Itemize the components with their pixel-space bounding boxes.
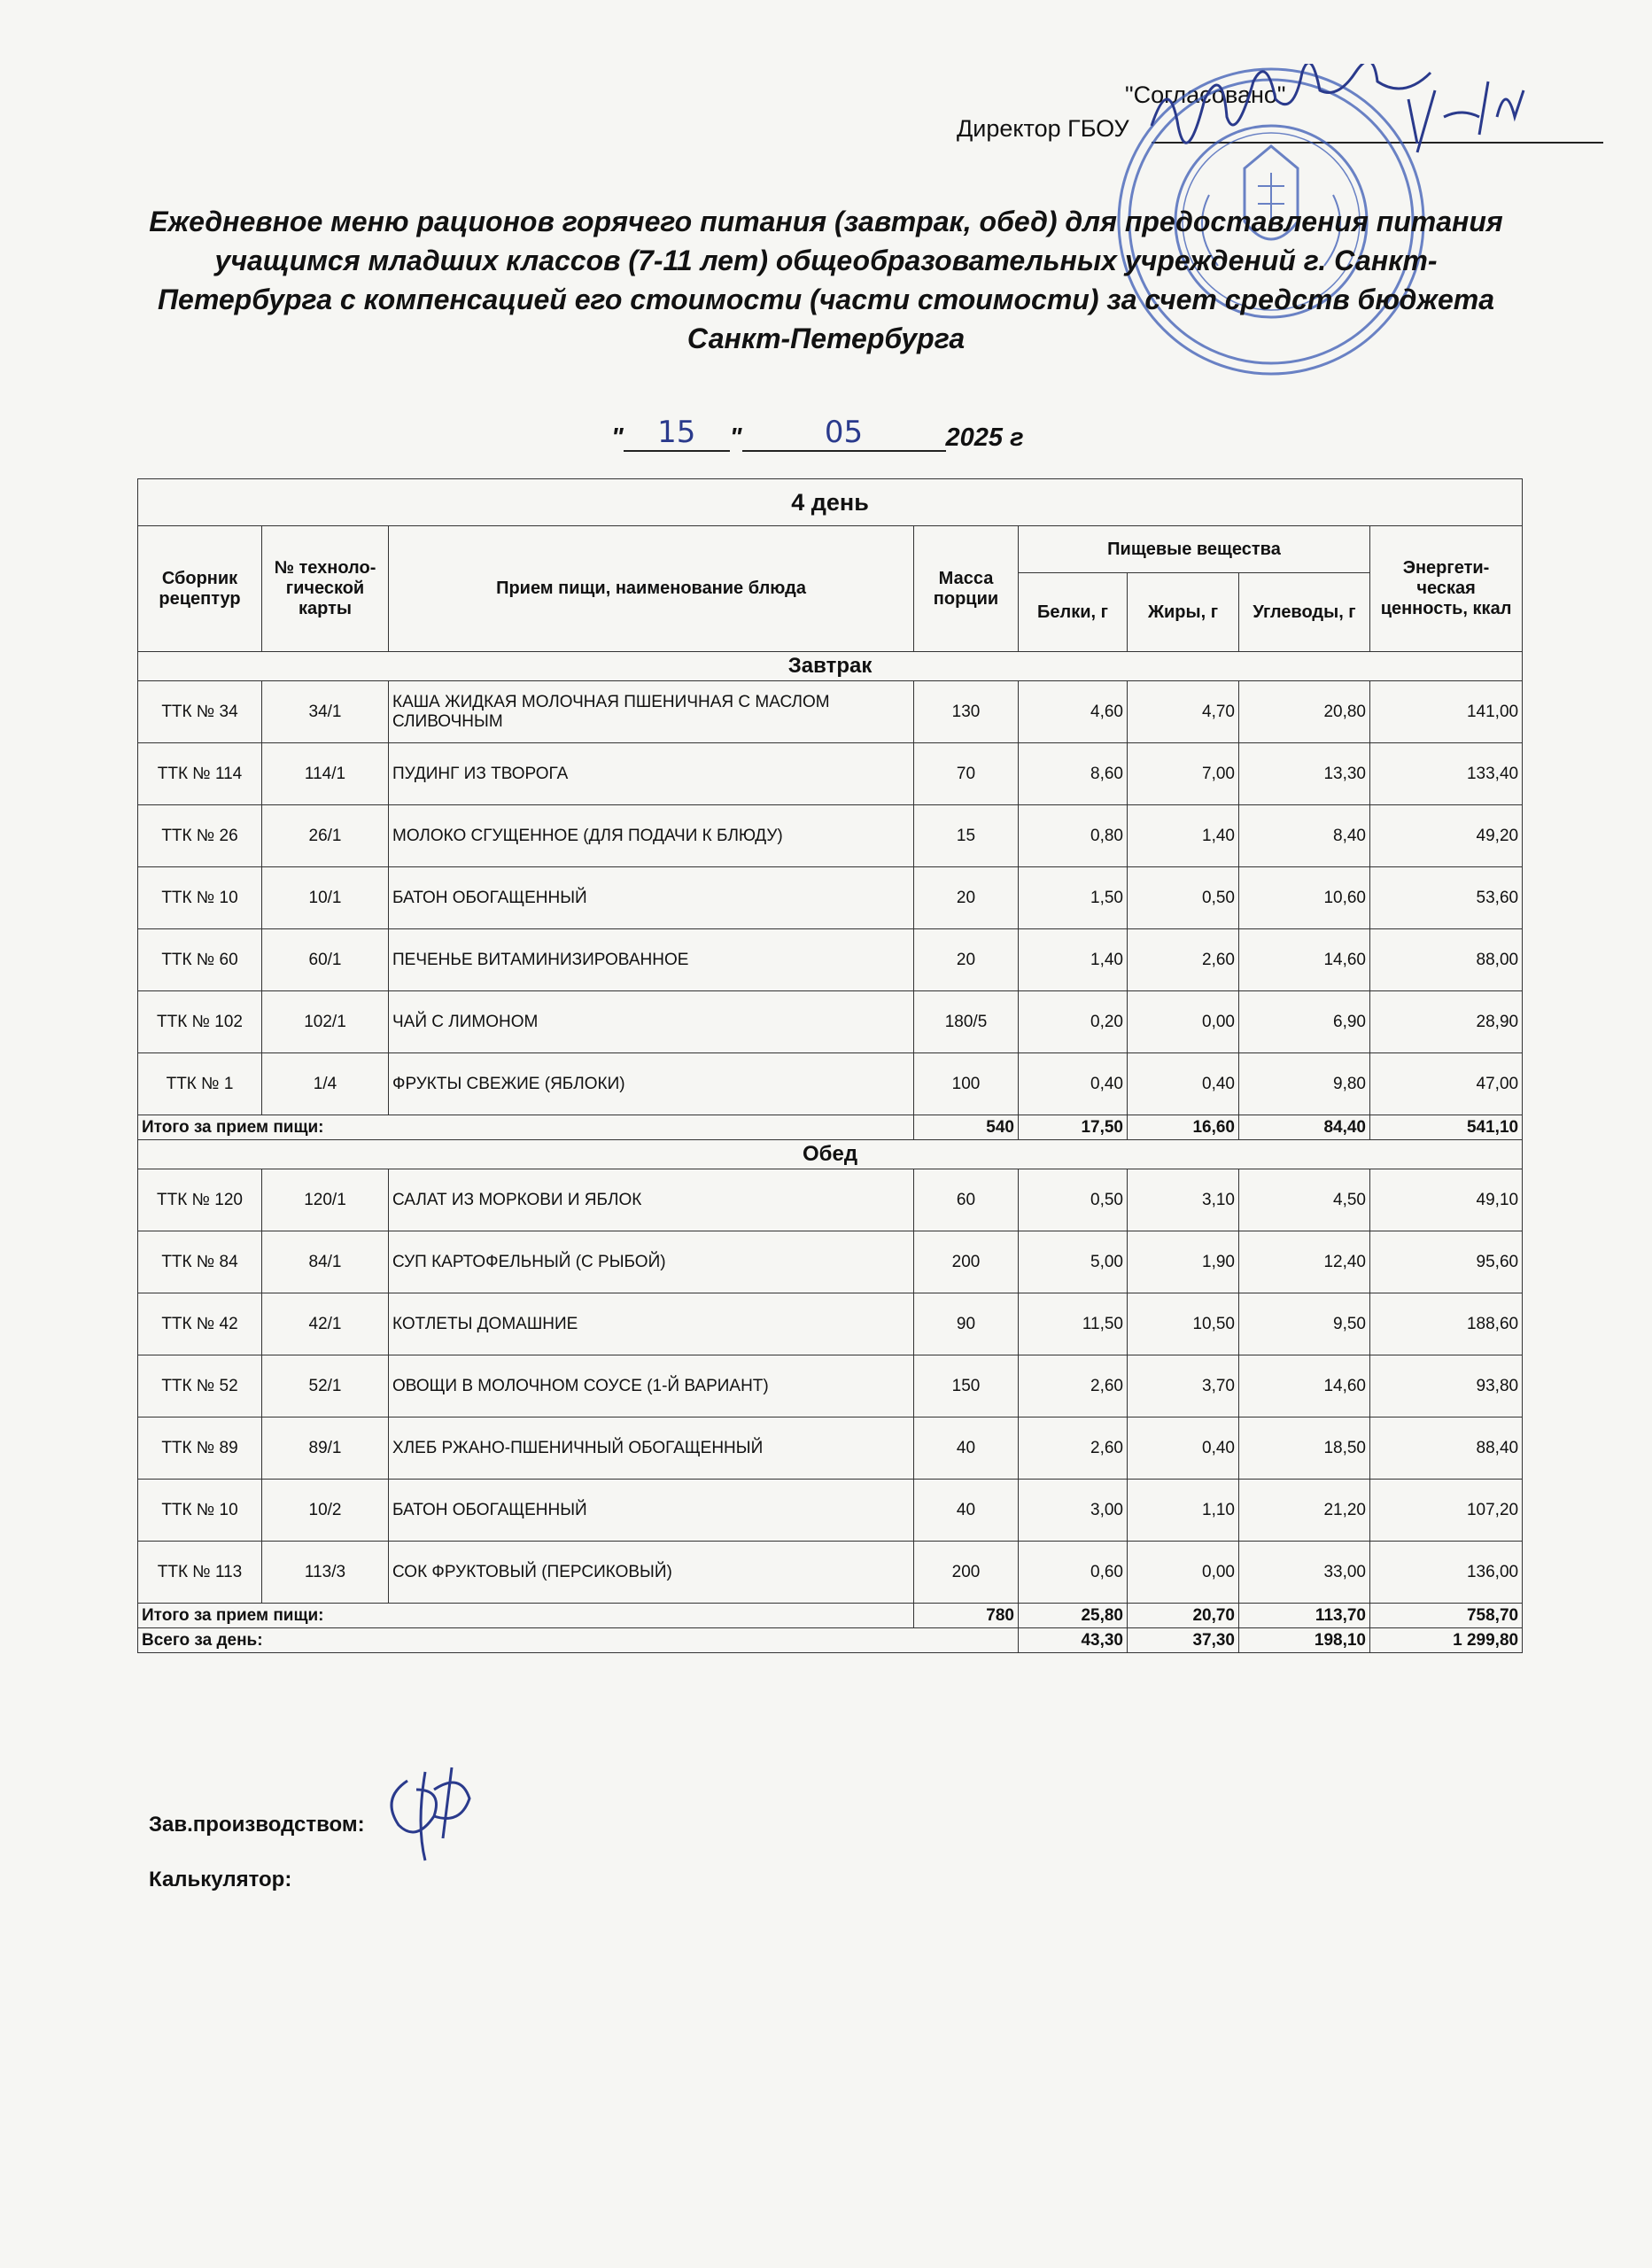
row-protein: 1,50 (1019, 867, 1128, 929)
row-protein: 2,60 (1019, 1355, 1128, 1418)
row-energy: 136,00 (1370, 1542, 1523, 1604)
row-fat: 1,10 (1128, 1480, 1239, 1542)
total-protein: 17,50 (1019, 1115, 1128, 1140)
row-energy: 133,40 (1370, 743, 1523, 805)
row-card-number: 10/2 (262, 1480, 389, 1542)
document-date (611, 415, 1024, 455)
table-row (138, 1293, 1523, 1355)
row-dish-name: КОТЛЕТЫ ДОМАШНИЕ (389, 1293, 914, 1355)
row-mass: 60 (914, 1169, 1019, 1231)
row-fat: 0,40 (1128, 1053, 1239, 1115)
row-protein: 11,50 (1019, 1293, 1128, 1355)
table-row (138, 1480, 1523, 1542)
row-mass: 15 (914, 805, 1019, 867)
table-row (138, 1053, 1523, 1115)
day-total-carbs: 198,10 (1239, 1628, 1370, 1653)
row-fat: 0,00 (1128, 991, 1239, 1053)
row-mass: 90 (914, 1293, 1019, 1355)
table-row (138, 1231, 1523, 1293)
row-collection: ТТК № 120 (138, 1169, 262, 1231)
row-energy: 107,20 (1370, 1480, 1523, 1542)
row-protein: 1,40 (1019, 929, 1128, 991)
row-fat: 3,70 (1128, 1355, 1239, 1418)
row-energy: 88,00 (1370, 929, 1523, 991)
row-dish-name: ПУДИНГ ИЗ ТВОРОГА (389, 743, 914, 805)
row-fat: 1,40 (1128, 805, 1239, 867)
row-fat: 7,00 (1128, 743, 1239, 805)
row-dish-name: БАТОН ОБОГАЩЕННЫЙ (389, 867, 914, 929)
row-fat: 0,50 (1128, 867, 1239, 929)
row-card-number: 102/1 (262, 991, 389, 1053)
row-collection: ТТК № 10 (138, 1480, 262, 1542)
total-mass: 540 (914, 1115, 1019, 1140)
row-carbs: 9,80 (1239, 1053, 1370, 1115)
row-dish-name: ХЛЕБ РЖАНО-ПШЕНИЧНЫЙ ОБОГАЩЕННЫЙ (389, 1418, 914, 1480)
table-row (138, 1169, 1523, 1231)
table-row (138, 991, 1523, 1053)
document-title: Ежедневное меню рационов горячего питания (завтрак, обед) для предоставления питания учащимся младших классов (7-11 лет) общеобразовательных учреждений г. Санкт-Петербурга с компенсацией его стоимости (части стоимости) за счет средств бюджета Санкт-Петербурга (149, 206, 1503, 354)
header-fat: Жиры, г (1128, 573, 1239, 652)
total-mass: 780 (914, 1604, 1019, 1628)
row-energy: 93,80 (1370, 1355, 1523, 1418)
row-collection: ТТК № 42 (138, 1293, 262, 1355)
row-mass: 70 (914, 743, 1019, 805)
date-mid-quote: " (729, 423, 742, 452)
row-protein: 8,60 (1019, 743, 1128, 805)
row-card-number: 26/1 (262, 805, 389, 867)
row-card-number: 114/1 (262, 743, 389, 805)
row-protein: 0,40 (1019, 1053, 1128, 1115)
row-collection: ТТК № 1 (138, 1053, 262, 1115)
row-mass: 20 (914, 929, 1019, 991)
total-label: Итого за прием пищи: (138, 1604, 914, 1628)
row-dish-name: КАША ЖИДКАЯ МОЛОЧНАЯ ПШЕНИЧНАЯ С МАСЛОМ СЛИВОЧНЫМ (389, 681, 914, 743)
row-carbs: 18,50 (1239, 1418, 1370, 1480)
header-protein: Белки, г (1019, 573, 1128, 652)
total-energy: 541,10 (1370, 1115, 1523, 1140)
date-month: 05 (742, 415, 946, 452)
row-fat: 0,40 (1128, 1418, 1239, 1480)
row-energy: 141,00 (1370, 681, 1523, 743)
row-fat: 4,70 (1128, 681, 1239, 743)
row-collection: ТТК № 102 (138, 991, 262, 1053)
row-carbs: 4,50 (1239, 1169, 1370, 1231)
row-collection: ТТК № 60 (138, 929, 262, 991)
date-year: 2025 г (945, 423, 1024, 452)
table-row (138, 805, 1523, 867)
row-card-number: 113/3 (262, 1542, 389, 1604)
row-collection: ТТК № 89 (138, 1418, 262, 1480)
row-protein: 4,60 (1019, 681, 1128, 743)
day-total-row (138, 1628, 1523, 1653)
table-row (138, 743, 1523, 805)
row-dish-name: ЧАЙ С ЛИМОНОМ (389, 991, 914, 1053)
row-card-number: 10/1 (262, 867, 389, 929)
row-dish-name: БАТОН ОБОГАЩЕННЫЙ (389, 1480, 914, 1542)
row-carbs: 14,60 (1239, 1355, 1370, 1418)
lunch-rows (138, 1169, 1523, 1604)
row-dish-name: СУП КАРТОФЕЛЬНЫЙ (С РЫБОЙ) (389, 1231, 914, 1293)
row-card-number: 89/1 (262, 1418, 389, 1480)
menu-table (137, 478, 1523, 1653)
date-open-quote: " (611, 423, 624, 452)
header-mass: Масса порции (914, 526, 1019, 652)
row-card-number: 84/1 (262, 1231, 389, 1293)
row-mass: 40 (914, 1480, 1019, 1542)
row-dish-name: САЛАТ ИЗ МОРКОВИ И ЯБЛОК (389, 1169, 914, 1231)
header-dish: Прием пищи, наименование блюда (389, 526, 914, 652)
table-row (138, 1542, 1523, 1604)
row-fat: 1,90 (1128, 1231, 1239, 1293)
row-energy: 28,90 (1370, 991, 1523, 1053)
total-carbs: 84,40 (1239, 1115, 1370, 1140)
day-total-label: Всего за день: (138, 1628, 1019, 1653)
row-collection: ТТК № 52 (138, 1355, 262, 1418)
row-collection: ТТК № 114 (138, 743, 262, 805)
row-dish-name: СОК ФРУКТОВЫЙ (ПЕРСИКОВЫЙ) (389, 1542, 914, 1604)
row-energy: 47,00 (1370, 1053, 1523, 1115)
row-card-number: 34/1 (262, 681, 389, 743)
row-protein: 5,00 (1019, 1231, 1128, 1293)
section-lunch: Обед (138, 1140, 1523, 1169)
row-dish-name: МОЛОКО СГУЩЕННОЕ (ДЛЯ ПОДАЧИ К БЛЮДУ) (389, 805, 914, 867)
table-row (138, 867, 1523, 929)
header-carbs: Углеводы, г (1239, 573, 1370, 652)
row-energy: 188,60 (1370, 1293, 1523, 1355)
total-fat: 20,70 (1128, 1604, 1239, 1628)
day-total-protein: 43,30 (1019, 1628, 1128, 1653)
row-carbs: 21,20 (1239, 1480, 1370, 1542)
row-carbs: 13,30 (1239, 743, 1370, 805)
row-protein: 3,00 (1019, 1480, 1128, 1542)
row-energy: 53,60 (1370, 867, 1523, 929)
row-carbs: 12,40 (1239, 1231, 1370, 1293)
approval-director: Директор ГБОУ (957, 115, 1129, 142)
row-fat: 2,60 (1128, 929, 1239, 991)
date-day: 15 (624, 415, 730, 452)
row-card-number: 42/1 (262, 1293, 389, 1355)
row-protein: 0,80 (1019, 805, 1128, 867)
row-energy: 88,40 (1370, 1418, 1523, 1480)
header-energy: Энергети-ческая ценность, ккал (1370, 526, 1523, 652)
approval-agreed: "Согласовано" (1125, 82, 1286, 108)
row-card-number: 60/1 (262, 929, 389, 991)
row-carbs: 6,90 (1239, 991, 1370, 1053)
total-carbs: 113,70 (1239, 1604, 1370, 1628)
row-protein: 0,20 (1019, 991, 1128, 1053)
row-energy: 49,10 (1370, 1169, 1523, 1231)
row-dish-name: ФРУКТЫ СВЕЖИЕ (ЯБЛОКИ) (389, 1053, 914, 1115)
breakfast-total-row (138, 1115, 1523, 1140)
row-collection: ТТК № 113 (138, 1542, 262, 1604)
row-card-number: 52/1 (262, 1355, 389, 1418)
row-card-number: 1/4 (262, 1053, 389, 1115)
table-row (138, 681, 1523, 743)
row-mass: 20 (914, 867, 1019, 929)
row-dish-name: ОВОЩИ В МОЛОЧНОМ СОУСЕ (1-Й ВАРИАНТ) (389, 1355, 914, 1418)
section-breakfast: Завтрак (138, 652, 1523, 681)
row-fat: 0,00 (1128, 1542, 1239, 1604)
day-label: 4 день (138, 479, 1523, 526)
row-mass: 130 (914, 681, 1019, 743)
row-protein: 0,60 (1019, 1542, 1128, 1604)
row-protein: 2,60 (1019, 1418, 1128, 1480)
row-fat: 10,50 (1128, 1293, 1239, 1355)
row-carbs: 20,80 (1239, 681, 1370, 743)
row-carbs: 14,60 (1239, 929, 1370, 991)
row-energy: 95,60 (1370, 1231, 1523, 1293)
row-card-number: 120/1 (262, 1169, 389, 1231)
header-collection: Сборник рецептур (138, 526, 262, 652)
breakfast-rows (138, 681, 1523, 1115)
row-energy: 49,20 (1370, 805, 1523, 867)
row-dish-name: ПЕЧЕНЬЕ ВИТАМИНИЗИРОВАННОЕ (389, 929, 914, 991)
row-carbs: 8,40 (1239, 805, 1370, 867)
lunch-total-row (138, 1604, 1523, 1628)
header-nutrients: Пищевые вещества (1019, 526, 1370, 573)
total-energy: 758,70 (1370, 1604, 1523, 1628)
row-mass: 200 (914, 1231, 1019, 1293)
table-row (138, 929, 1523, 991)
row-fat: 3,10 (1128, 1169, 1239, 1231)
total-protein: 25,80 (1019, 1604, 1128, 1628)
table-row (138, 1355, 1523, 1418)
row-collection: ТТК № 26 (138, 805, 262, 867)
row-mass: 40 (914, 1418, 1019, 1480)
row-mass: 150 (914, 1355, 1019, 1418)
row-mass: 100 (914, 1053, 1019, 1115)
row-carbs: 9,50 (1239, 1293, 1370, 1355)
total-label: Итого за прием пищи: (138, 1115, 914, 1140)
row-collection: ТТК № 10 (138, 867, 262, 929)
row-carbs: 10,60 (1239, 867, 1370, 929)
row-protein: 0,50 (1019, 1169, 1128, 1231)
total-fat: 16,60 (1128, 1115, 1239, 1140)
day-total-fat: 37,30 (1128, 1628, 1239, 1653)
footer-calculator: Калькулятор: (149, 1868, 292, 1891)
row-mass: 200 (914, 1542, 1019, 1604)
footer-production-manager: Зав.производством: (149, 1813, 365, 1837)
header-card: № техноло-гической карты (262, 526, 389, 652)
day-total-energy: 1 299,80 (1370, 1628, 1523, 1653)
row-collection: ТТК № 84 (138, 1231, 262, 1293)
row-mass: 180/5 (914, 991, 1019, 1053)
row-carbs: 33,00 (1239, 1542, 1370, 1604)
production-manager-signature (372, 1763, 487, 1869)
table-row (138, 1418, 1523, 1480)
director-signature (1143, 64, 1568, 161)
row-collection: ТТК № 34 (138, 681, 262, 743)
